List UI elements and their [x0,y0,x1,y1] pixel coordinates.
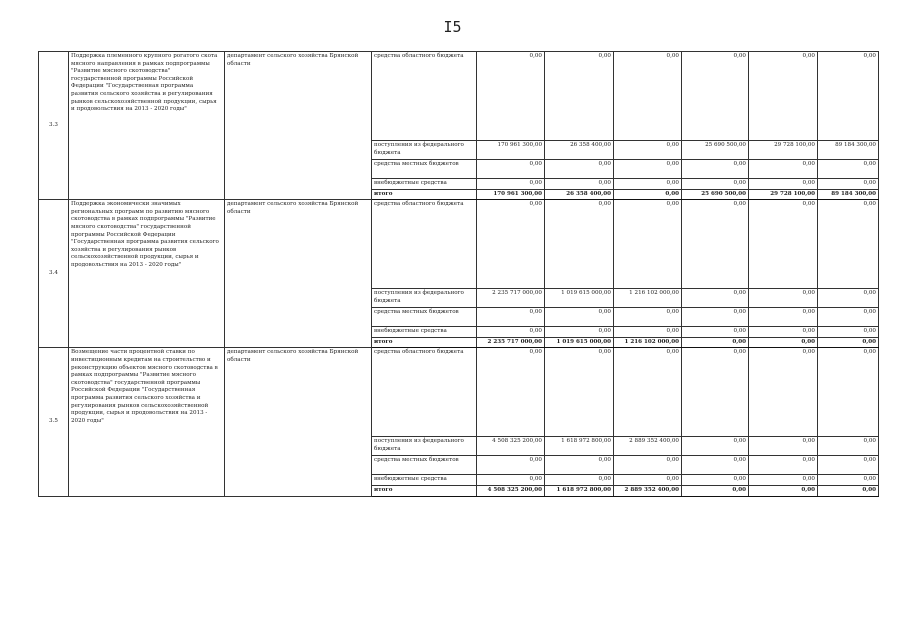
amount-cell: 0,00 [818,52,879,141]
amount-cell: 0,00 [682,337,749,348]
amount-cell: 26 358 400,00 [545,141,614,160]
amount-cell: 0,00 [818,475,879,486]
amount-cell: 0,00 [614,189,682,200]
amount-cell: 0,00 [749,200,818,289]
amount-cell: 0,00 [682,52,749,141]
amount-cell: 0,00 [614,160,682,179]
amount-cell: 0,00 [749,337,818,348]
amount-cell: 0,00 [477,456,545,475]
table-row [39,52,879,141]
amount-cell: 0,00 [749,485,818,496]
amount-cell: 29 728 100,00 [749,141,818,160]
funding-source: средства областного бюджета [372,52,477,141]
amount-cell: 0,00 [818,337,879,348]
amount-cell: 0,00 [682,437,749,456]
amount-cell: 0,00 [545,160,614,179]
amount-cell: 0,00 [614,327,682,338]
amount-cell: 0,00 [545,327,614,338]
amount-cell: 0,00 [682,200,749,289]
funding-source: итого [372,485,477,496]
amount-cell: 0,00 [749,308,818,327]
amount-cell: 170 961 300,00 [477,141,545,160]
item-number: 3.4 [39,200,69,348]
amount-cell: 0,00 [749,179,818,190]
measure-name: Поддержка племенного крупного рогатого скота мясного направления в рамках подпрограммы "Развитие мясного скотоводства" государственной программы Российской Федерации "Государственная программа развития сельского хозяйства и регулирования рынков сельскохозяйственной продукции, сырья и продовольствия на 2013 - 2020 годы" [69,52,225,200]
amount-cell: 0,00 [477,179,545,190]
executor: департамент сельского хозяйства Брянской области [225,52,372,200]
executor: департамент сельского хозяйства Брянской области [225,200,372,348]
funding-source: внебюджетные средства [372,327,477,338]
amount-cell: 0,00 [614,179,682,190]
amount-cell: 0,00 [818,485,879,496]
measure-name: Поддержка экономически значимых региональных программ по развитию мясного скотоводства в рамках подпрограммы "Развитие мясного скотоводства" государственной программы Российской Федерации "Государственная программа развития сельского хозяйства и регулирования рынков сельскохозяйственной продукции, сырья и продовольствия на 2013 - 2020 годы" [69,200,225,348]
amount-cell: 0,00 [682,348,749,437]
funding-source: поступления из федерального бюджета [372,437,477,456]
table-row [39,348,879,437]
amount-cell: 0,00 [477,308,545,327]
funding-source: внебюджетные средства [372,179,477,190]
amount-cell: 0,00 [545,475,614,486]
amount-cell: 2 889 352 400,00 [614,437,682,456]
amount-cell: 0,00 [749,289,818,308]
amount-cell: 0,00 [749,160,818,179]
amount-cell: 0,00 [749,348,818,437]
amount-cell: 0,00 [682,179,749,190]
amount-cell: 0,00 [614,348,682,437]
amount-cell: 25 690 500,00 [682,189,749,200]
amount-cell: 0,00 [545,179,614,190]
amount-cell: 0,00 [682,475,749,486]
amount-cell: 0,00 [545,348,614,437]
amount-cell: 25 690 500,00 [682,141,749,160]
amount-cell: 0,00 [682,160,749,179]
item-number: 3.3 [39,52,69,200]
amount-cell: 0,00 [545,456,614,475]
amount-cell: 0,00 [545,200,614,289]
amount-cell: 0,00 [749,475,818,486]
amount-cell: 0,00 [818,200,879,289]
item-number: 3.5 [39,348,69,496]
amount-cell: 1 618 972 800,00 [545,485,614,496]
page-number: I5 [443,18,462,36]
funding-source: средства областного бюджета [372,200,477,289]
amount-cell: 0,00 [477,327,545,338]
amount-cell: 0,00 [682,456,749,475]
amount-cell: 0,00 [477,200,545,289]
table-row [39,200,879,289]
amount-cell: 0,00 [818,456,879,475]
amount-cell: 0,00 [749,52,818,141]
amount-cell: 0,00 [749,456,818,475]
amount-cell: 0,00 [682,327,749,338]
amount-cell: 26 358 400,00 [545,189,614,200]
amount-cell: 1 618 972 800,00 [545,437,614,456]
amount-cell: 0,00 [477,348,545,437]
amount-cell: 0,00 [749,437,818,456]
amount-cell: 89 184 300,00 [818,141,879,160]
amount-cell: 0,00 [477,52,545,141]
amount-cell: 2 889 352 400,00 [614,485,682,496]
amount-cell: 0,00 [614,475,682,486]
amount-cell: 0,00 [818,289,879,308]
amount-cell: 0,00 [477,160,545,179]
funding-source: средства областного бюджета [372,348,477,437]
amount-cell: 0,00 [818,348,879,437]
amount-cell: 0,00 [545,308,614,327]
amount-cell: 1 019 615 000,00 [545,289,614,308]
amount-cell: 1 019 615 000,00 [545,337,614,348]
amount-cell: 0,00 [818,437,879,456]
amount-cell: 0,00 [682,308,749,327]
funding-source: внебюджетные средства [372,475,477,486]
funding-source: итого [372,337,477,348]
amount-cell: 0,00 [477,475,545,486]
amount-cell: 0,00 [614,141,682,160]
executor: департамент сельского хозяйства Брянской области [225,348,372,496]
amount-cell: 0,00 [818,160,879,179]
amount-cell: 2 235 717 000,00 [477,337,545,348]
amount-cell: 0,00 [614,52,682,141]
funding-source: средства местных бюджетов [372,456,477,475]
funding-source: итого [372,189,477,200]
amount-cell: 4 508 325 200,00 [477,485,545,496]
amount-cell: 1 216 102 000,00 [614,289,682,308]
table-body [39,52,879,497]
amount-cell: 89 184 300,00 [818,189,879,200]
amount-cell: 0,00 [682,289,749,308]
amount-cell: 0,00 [614,200,682,289]
amount-cell: 0,00 [818,308,879,327]
amount-cell: 0,00 [614,456,682,475]
amount-cell: 29 728 100,00 [749,189,818,200]
funding-source: поступления из федерального бюджета [372,289,477,308]
amount-cell: 0,00 [682,485,749,496]
amount-cell: 4 508 325 200,00 [477,437,545,456]
funding-source: средства местных бюджетов [372,160,477,179]
funding-source: средства местных бюджетов [372,308,477,327]
amount-cell: 0,00 [545,52,614,141]
measure-name: Возмещение части процентной ставки по инвестиционным кредитам на строительство и реконструкцию объектов мясного скотоводства в рамках подпрограммы "Развитие мясного скотоводства" государственной программы Российской Федерации "Государственная программа развития сельского хозяйства и регулирования рынков сельскохозяйственной продукции, сырья и продовольствия на 2013 - 2020 годы" [69,348,225,496]
amount-cell: 2 235 717 000,00 [477,289,545,308]
amount-cell: 0,00 [749,327,818,338]
amount-cell: 0,00 [614,308,682,327]
amount-cell: 0,00 [818,327,879,338]
budget-table [38,51,879,497]
amount-cell: 0,00 [818,179,879,190]
amount-cell: 170 961 300,00 [477,189,545,200]
amount-cell: 1 216 102 000,00 [614,337,682,348]
funding-source: поступления из федерального бюджета [372,141,477,160]
